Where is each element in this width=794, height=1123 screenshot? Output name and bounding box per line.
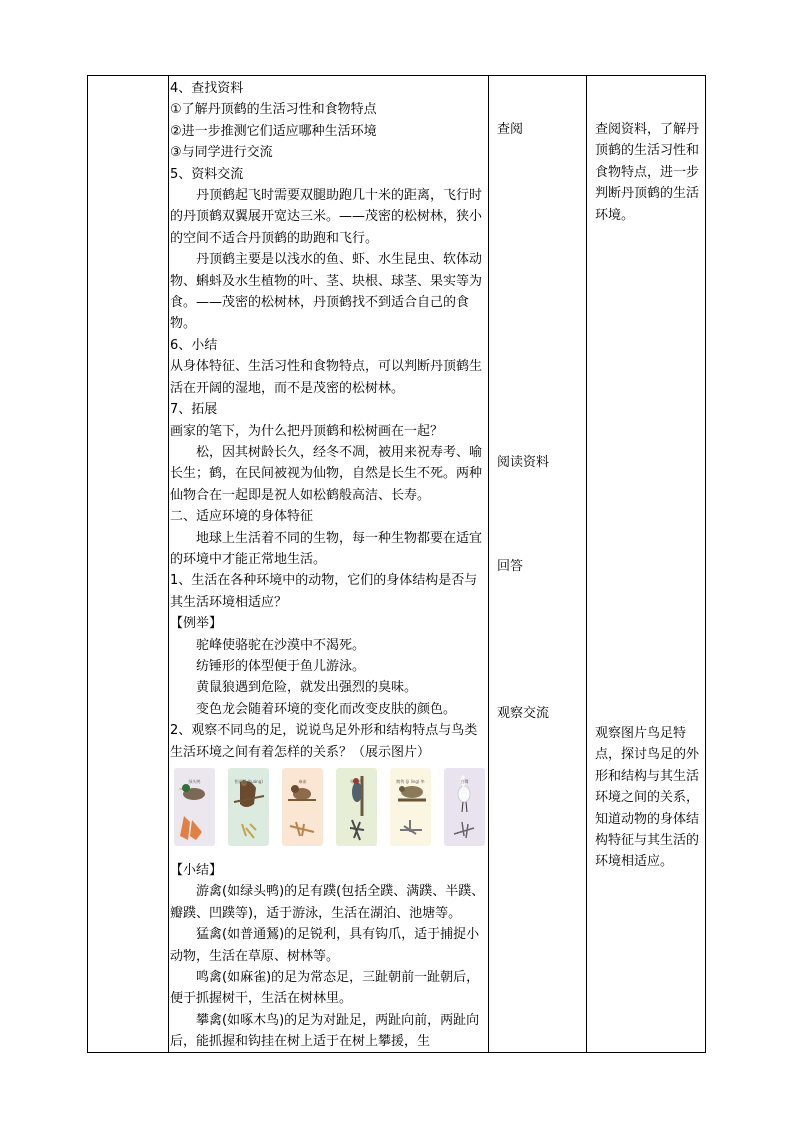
example-item: 驼峰使骆驼在沙漠中不渴死。 <box>196 637 366 653</box>
example-item: 变色龙会随着环境的变化而改变皮肤的颜色。 <box>196 701 457 717</box>
question: 1、生活在各种环境中的动物，它们的身体结构是否与其生活环境相适应？ <box>170 573 478 610</box>
step-heading: 4、查找资料 <box>170 81 244 96</box>
egret-image: 白鹭 <box>444 768 485 846</box>
student-activity: 回答 <box>497 559 524 574</box>
student-activity: 查阅 <box>497 122 524 137</box>
sparrow-image: 麻雀 <box>282 768 323 846</box>
question: 2、观察不同鸟的足，说说鸟足外形和结构特点与鸟类生活环境之间有着怎样的关系？（展示图片） <box>170 723 478 760</box>
paragraph: 猛禽(如普通鵟)的足锐利，具有钩爪，适于捕捉小动物，生活在草原、树林等。 <box>170 927 480 964</box>
list-item: ③与同学进行交流 <box>170 145 273 161</box>
paragraph: 松，因其树龄长久，经冬不凋，被用来祝寿考、喻长生；鹤，在民间被视为仙物，自然是长生不死。两种仙物合在一起即是祝人如松鹤般高洁、长寿。 <box>170 444 483 503</box>
step-heading: 6、小结 <box>170 337 218 353</box>
paragraph: 从身体特征、生活习性和食物特点，可以判断丹顶鹤生活在开阔的湿地，而不是茂密的松树林。 <box>170 359 483 396</box>
example-item: 纺锤形的体型便于鱼儿游泳。 <box>196 658 366 674</box>
paragraph: 攀禽(如啄木鸟)的足为对趾足，两趾向前，两趾向后，能抓握和钩挂在树上适于在树上攀援，生 <box>170 1012 480 1050</box>
summary-heading: 【小结】 <box>170 863 223 878</box>
bird-feet-images <box>170 763 488 860</box>
list-item: ①了解丹顶鹤的生活习性和食物特点 <box>170 102 377 118</box>
paragraph: 画家的笔下，为什么把丹顶鹤和松树画在一起？ <box>170 423 444 439</box>
paragraph: 游禽(如绿头鸭)的足有蹼(包括全蹼、满蹼、半蹼、瓣蹼、凹蹼等)，适于游泳，生活在湖泊、池塘等。 <box>170 884 485 921</box>
section-heading: 二、适应环境的身体特征 <box>170 509 314 525</box>
student-activity: 阅读资料 <box>497 455 550 470</box>
step-heading: 7、拓展 <box>170 402 218 418</box>
paragraph: 鸣禽(如麻雀)的足为常态足，三趾朝前一趾朝后，便于抓握树干，生活在树林里。 <box>170 970 480 1007</box>
woodpecker-image: 啄木鸟 <box>336 768 377 846</box>
column-divider <box>488 76 489 1052</box>
student-activity: 观察交流 <box>497 706 550 721</box>
example-heading: 【例举】 <box>170 616 223 632</box>
bird-image: 鹡鸰 (jí líng) 隼 <box>390 768 431 846</box>
step-heading: 5、资料交流 <box>170 166 244 182</box>
paragraph: 丹顶鹤主要是以浅水的鱼、虾、水生昆虫、软体动物、蝌蚪及水生植物的叶、茎、块根、球茎、果实等为食。——茂密的松树林，丹顶鹤找不到适合自己的食物。 <box>170 252 483 332</box>
paragraph: 丹顶鹤起飞时需要双腿助跑几十米的距离，飞行时的丹顶鹤双翼展开宽达三米。——茂密的松树林，狭小的空间不适合丹顶鹤的助跑和飞行。 <box>170 188 483 246</box>
example-item: 黄鼠狼遇到危险，就发出强烈的臭味。 <box>196 680 418 696</box>
lesson-table <box>87 75 706 1053</box>
paragraph: 地球上生活着不同的生物，每一种生物都要在适宜的环境中才能正常地生活。 <box>170 530 483 567</box>
column-divider <box>168 76 169 1052</box>
design-purpose: 查阅资料，了解丹顶鹤的生活习性和食物特点，进一步判断丹顶鹤的生活环境。 <box>595 122 700 223</box>
buzzard-image: 普通鵟 (kuáng) <box>228 768 269 846</box>
mallard-image: 绿头鸭 <box>174 768 215 846</box>
teacher-activity-column <box>170 78 488 1053</box>
design-purpose: 观察图片鸟足特点，探讨鸟足的外形和结构与其生活环境之间的关系，知道动物的身体结构特征与其生活的环境相适应。 <box>595 726 700 870</box>
list-item: ②进一步推测它们适应哪种生活环境 <box>170 123 377 139</box>
